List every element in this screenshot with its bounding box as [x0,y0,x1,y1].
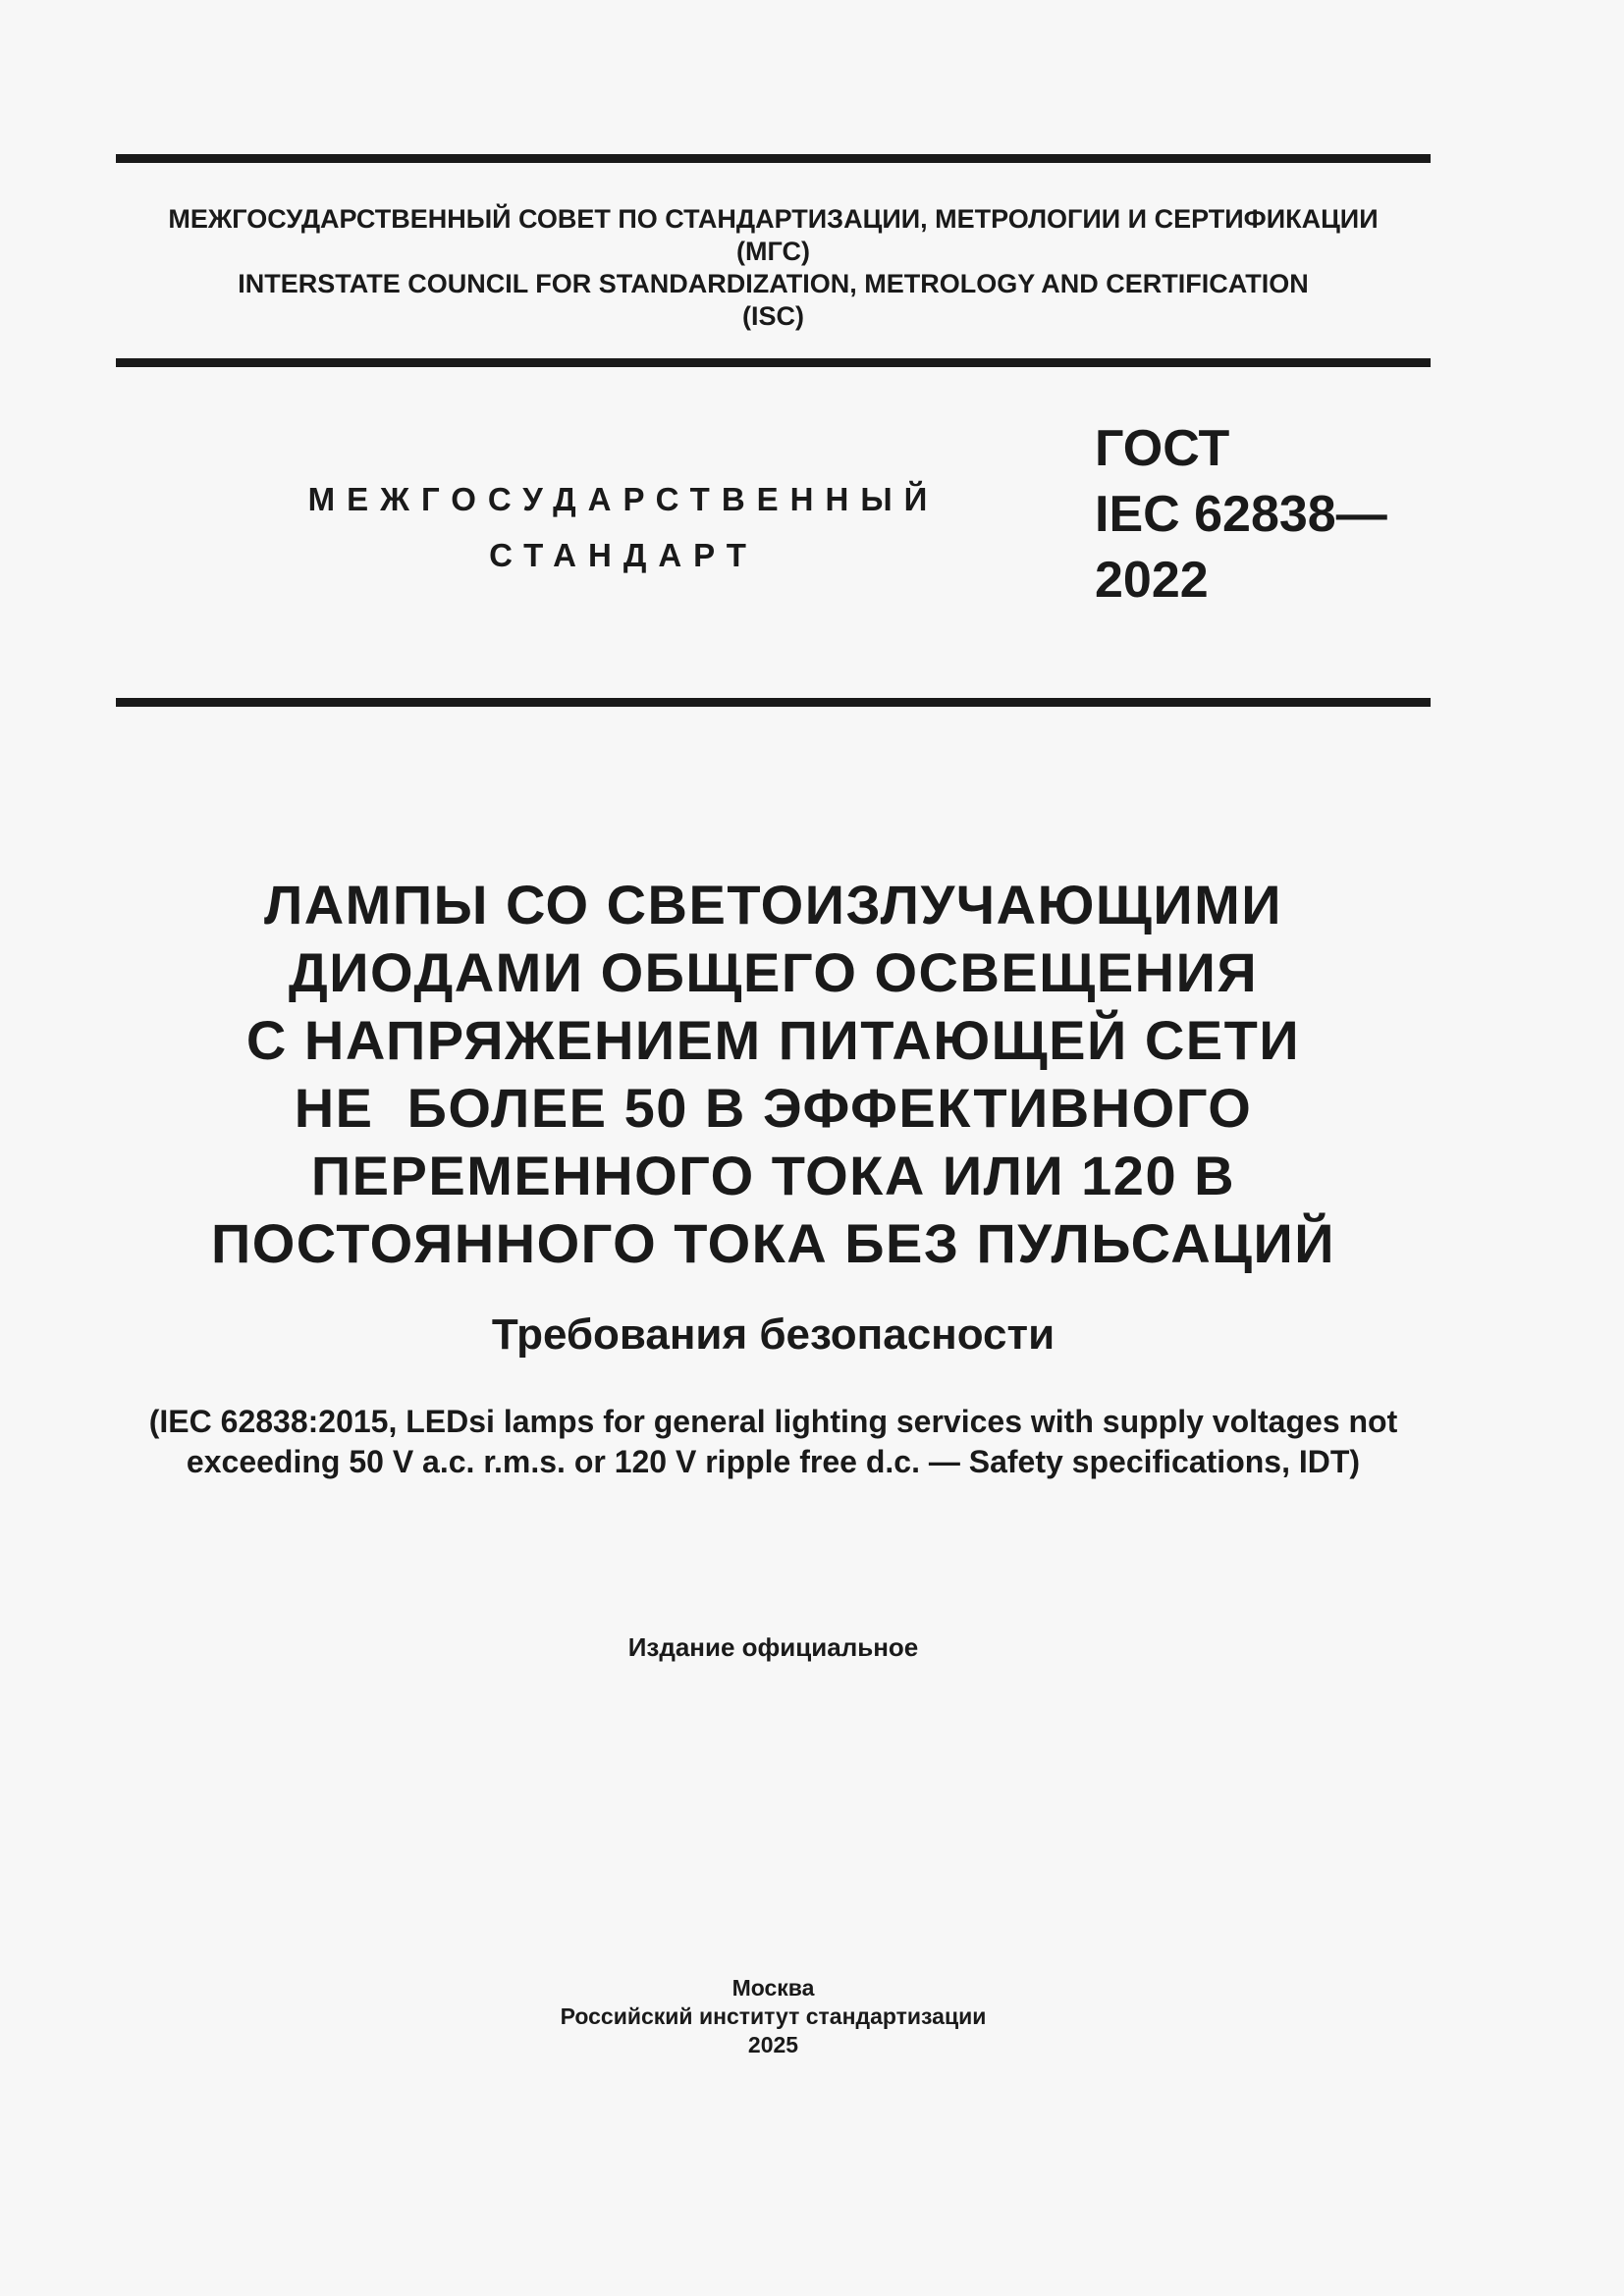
top-divider [116,154,1431,163]
international-reference [98,1402,1448,1482]
title-line: ПЕРЕМЕННОГО ТОКА ИЛИ 120 В [310,1145,1236,1206]
standard-designation [1095,416,1387,614]
document-title [116,871,1431,1277]
imprint [116,1974,1431,2059]
title-line: НЕ БОЛЕЕ 50 В ЭФФЕКТИВНОГО [294,1077,1253,1139]
title-line: ЛАМПЫ СО СВЕТОИЗЛУЧАЮЩИМИ [263,874,1283,935]
edition-label: Издание официальное [627,1632,919,1662]
title-line: ПОСТОЯННОГО ТОКА БЕЗ ПУЛЬСАЦИЙ [210,1212,1336,1274]
standard-kind [295,471,952,583]
council-name-ru: МЕЖГОСУДАРСТВЕННЫЙ СОВЕТ ПО СТАНДАРТИЗАЦИИ, МЕТРОЛОГИИ И СЕРТИФИКАЦИИ [168,204,1379,234]
council-header [116,203,1431,333]
title-line: ДИОДАМИ ОБЩЕГО ОСВЕЩЕНИЯ [288,941,1259,1003]
imprint-city: Москва [731,1975,815,2001]
designation-year: 2022 [1095,552,1209,609]
middle-divider [116,358,1431,367]
designation-number: IEC 62838— [1095,486,1387,543]
title-line: С НАПРЯЖЕНИЕМ ПИТАЮЩЕЙ СЕТИ [245,1009,1301,1071]
bottom-divider [116,698,1431,707]
designation-prefix: ГОСТ [1095,420,1230,477]
reference-line: exceeding 50 V a.c. r.m.s. or 120 V ripple free d.c. — Safety specifications, IDT) [186,1444,1361,1479]
imprint-year: 2025 [747,2032,799,2057]
document-subtitle: Требования безопасности [491,1310,1056,1359]
standard-kind-line2: СТАНДАРТ [489,537,758,573]
imprint-publisher: Российский институт стандартизации [560,2003,987,2029]
standard-kind-line1: МЕЖГОСУДАРСТВЕННЫЙ [307,481,940,517]
council-name-en: INTERSTATE COUNCIL FOR STANDARDIZATION, METROLOGY AND CERTIFICATION [238,269,1309,298]
council-abbr-ru: (МГС) [736,237,810,266]
council-abbr-en: (ISC) [742,301,804,331]
reference-line: (IEC 62838:2015, LEDsi lamps for general lighting services with supply voltages not [148,1404,1398,1439]
